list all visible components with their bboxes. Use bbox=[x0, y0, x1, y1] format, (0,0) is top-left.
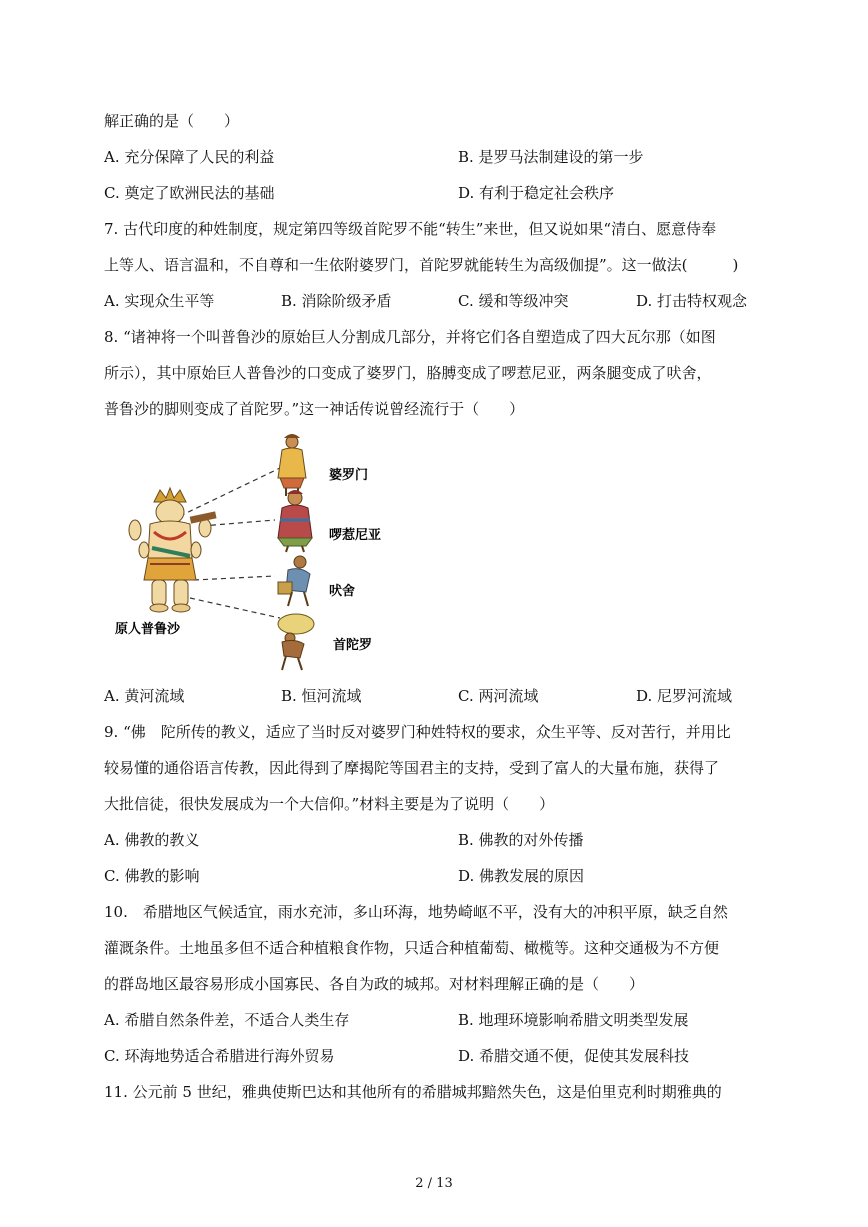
q8-option-b: B. 恒河流域 bbox=[281, 687, 362, 705]
purusha-giant-figure bbox=[129, 488, 217, 612]
q7-option-d: D. 打击特权观念 bbox=[636, 292, 748, 310]
brahmin-figure bbox=[278, 434, 306, 496]
q9-option-c: C. 佛教的影响 bbox=[104, 867, 200, 885]
q10-option-a: A. 希腊自然条件差，不适合人类生存 bbox=[104, 1011, 350, 1029]
q7-option-b: B. 消除阶级矛盾 bbox=[281, 292, 392, 310]
q8-option-a: A. 黄河流域 bbox=[104, 687, 185, 705]
question-9-line-3: 大批信徒，很快发展成为一个大信仰。”材料主要是为了说明（ ） bbox=[104, 795, 555, 813]
q10-option-d: D. 希腊交通不便，促使其发展科技 bbox=[458, 1047, 690, 1065]
question-7-line-2: 上等人、语言温和，不自尊和一生依附婆罗门，首陀罗就能转生为高级伽提”。这一做法( ) bbox=[104, 256, 739, 274]
q10-option-c: C. 环海地势适合希腊进行海外贸易 bbox=[104, 1047, 335, 1065]
question-7-line-1: 7. 古代印度的种姓制度，规定第四等级首陀罗不能“转生”来世，但又说如果“清白、愿意侍奉 bbox=[104, 220, 717, 238]
q8-option-d: D. 尼罗河流域 bbox=[636, 687, 733, 705]
question-6-stem-end: 解正确的是（ ） bbox=[104, 112, 240, 130]
page-number: 2 / 13 bbox=[415, 1176, 453, 1191]
q6-option-a: A. 充分保障了人民的利益 bbox=[104, 148, 275, 166]
q6-option-d: D. 有利于稳定社会秩序 bbox=[458, 184, 615, 202]
question-8-line-1: 8. “诸神将一个叫普鲁沙的原始巨人分割成几部分，并将它们各自塑造成了四大瓦尔那（如图 bbox=[104, 328, 716, 346]
question-9-line-2: 较易懂的通俗语言传教，因此得到了摩揭陀等国君主的支持，受到了富人的大量布施，获得了 bbox=[104, 759, 720, 777]
label-purusha: 原人普鲁沙 bbox=[115, 622, 181, 637]
question-10-line-2: 灌溉条件。土地虽多但不适合种植粮食作物，只适合种植葡萄、橄榄等。这种交通极为不方便 bbox=[104, 939, 720, 957]
question-8-line-2: 所示），其中原始巨人普鲁沙的口变成了婆罗门，胳膊变成了啰惹尼亚，两条腿变成了吠舍， bbox=[104, 364, 712, 382]
label-kshatriya: 啰惹尼亚 bbox=[329, 528, 382, 543]
label-shudra: 首陀罗 bbox=[333, 638, 373, 653]
vaishya-figure bbox=[278, 556, 310, 606]
label-brahmin: 婆罗门 bbox=[329, 468, 369, 483]
q10-option-b: B. 地理环境影响希腊文明类型发展 bbox=[458, 1011, 689, 1029]
q8-option-c: C. 两河流域 bbox=[458, 687, 539, 705]
q9-option-a: A. 佛教的教义 bbox=[104, 831, 200, 849]
q6-option-b: B. 是罗马法制建设的第一步 bbox=[458, 148, 644, 166]
q9-option-d: D. 佛教发展的原因 bbox=[458, 867, 585, 885]
question-10-line-1: 10. 希腊地区气候适宜，雨水充沛，多山环海，地势崎岖不平，没有大的冲积平原，缺乏自然 bbox=[104, 903, 728, 921]
q7-option-a: A. 实现众生平等 bbox=[104, 292, 215, 310]
kshatriya-figure bbox=[278, 490, 312, 552]
question-10-line-3: 的群岛地区最容易形成小国寡民、各自为政的城邦。对材料理解正确的是（ ） bbox=[104, 975, 645, 993]
question-11-line-1: 11. 公元前 5 世纪，雅典使斯巴达和其他所有的希腊城邦黯然失色，这是伯里克利时期雅典的 bbox=[104, 1083, 722, 1101]
question-8-line-3: 普鲁沙的脚则变成了首陀罗。”这一神话传说曾经流行于（ ） bbox=[104, 400, 525, 418]
label-vaishya: 吠舍 bbox=[329, 584, 356, 599]
shudra-figure bbox=[278, 614, 314, 670]
purusha-varna-figure bbox=[110, 428, 410, 673]
q6-option-c: C. 奠定了欧洲民法的基础 bbox=[104, 184, 275, 202]
question-9-line-1: 9. “佛 陀所传的教义，适应了当时反对婆罗门种姓特权的要求，众生平等、反对苦行，并用比 bbox=[104, 723, 731, 741]
q7-option-c: C. 缓和等级冲突 bbox=[458, 292, 569, 310]
q9-option-b: B. 佛教的对外传播 bbox=[458, 831, 584, 849]
